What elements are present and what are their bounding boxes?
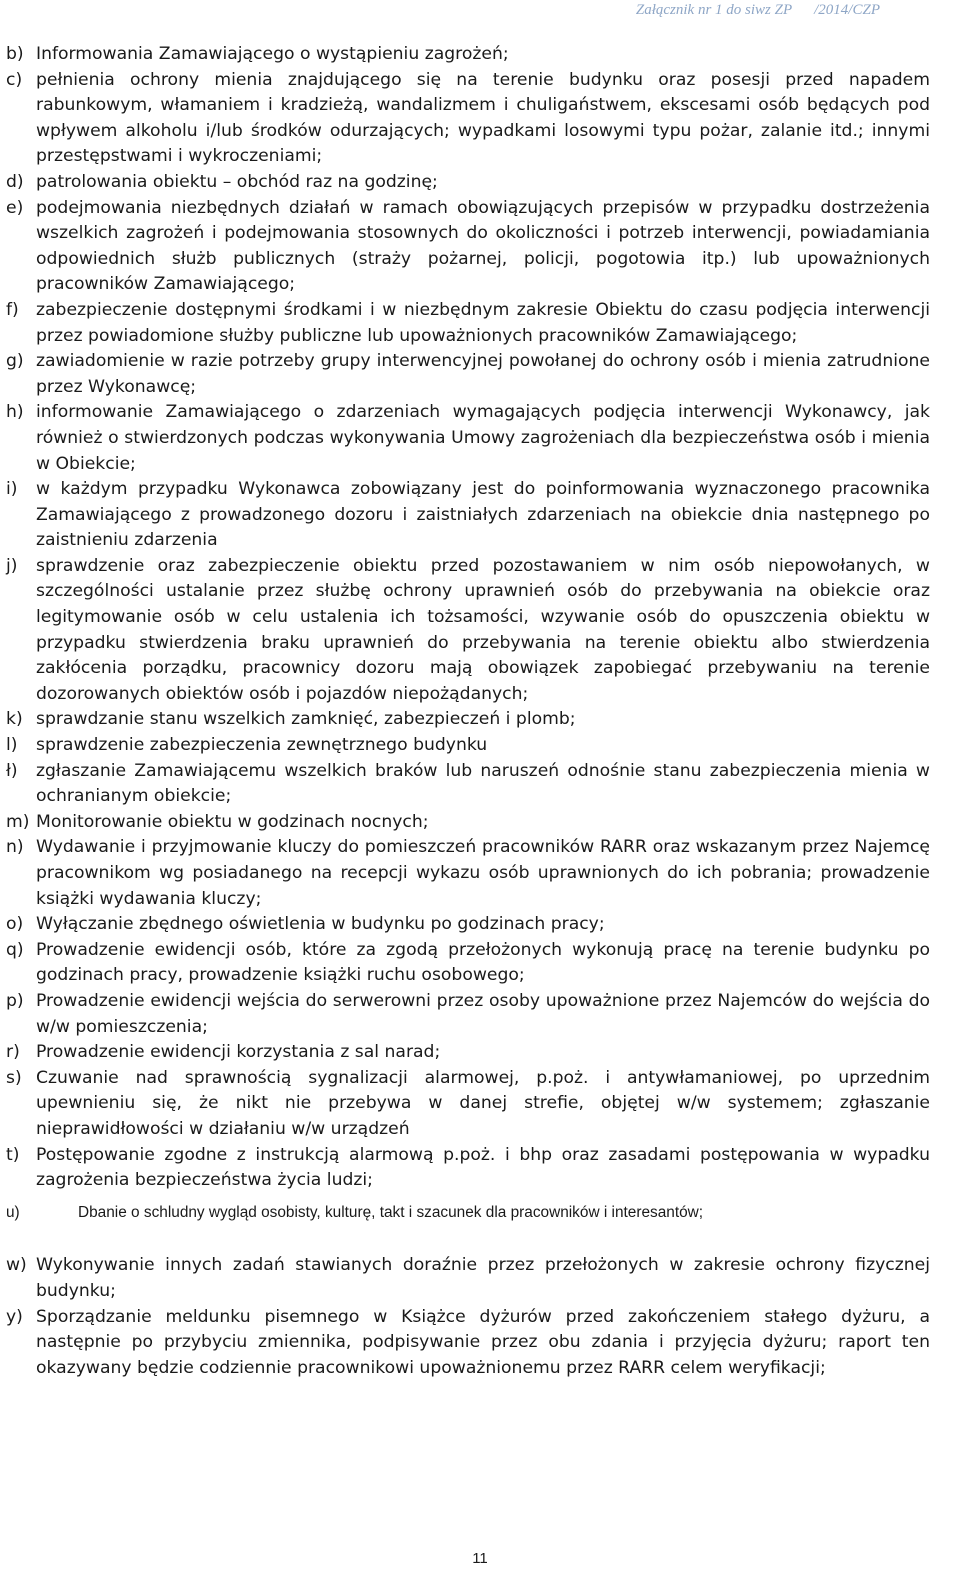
list-item-text: informowanie Zamawiającego o zdarzeniach wymagających podjęcia interwencji Wykonawcy, jak również o stwierdzonych podczas wykonywania Umowy zagrożeniach dla bezpieczeństwa osób i mienia w Obiekcie; bbox=[36, 402, 930, 474]
list-item-text: zawiadomienie w razie potrzeby grupy interwencyjnej powołanej do ochrony osób i mienia zatrudnione przez Wykonawcę; bbox=[36, 351, 930, 397]
list-item-label: j) bbox=[6, 555, 18, 576]
list-item-label: i) bbox=[6, 479, 18, 500]
list-item-text: Wykonywanie innych zadań stawianych doraźnie przez przełożonych w zakresie ochrony fizycznej budynku; bbox=[36, 1255, 930, 1301]
list-item-label: o) bbox=[6, 914, 24, 935]
list-item-text: sprawdzanie stanu wszelkich zamknięć, zabezpieczeń i plomb; bbox=[36, 709, 576, 730]
list-item-text: Prowadzenie ewidencji korzystania z sal narad; bbox=[36, 1042, 441, 1063]
attachment-title: Załącznik nr 1 do siwz ZP bbox=[635, 2, 793, 18]
list-item-text: podejmowania niezbędnych działań w ramach obowiązujących przepisów w przypadku dostrzeżenia wszelkich zagrożeń i podejmowania stosownych do okoliczności i potrzeb interwencji, powiadamiania odpowiednich służb publicznych (straży pożarnej, policji, pogotowia itp.) lub upoważnionych pracowników Zamawiającego; bbox=[36, 197, 930, 295]
list-item bbox=[6, 1253, 930, 1304]
list-item-text: sprawdzenie oraz zabezpieczenie obiektu przed pozostawaniem w nim osób niepowołanych, w szczególności ustalanie przez służbę ochrony uprawnień osób do przebywania na obiekcie oraz legitymowanie osób w celu ustalenia ich tożsamości, wzywanie osób do opuszczenia obiektu w przypadku stwierdzenia braku uprawnień do przebywania na terenie obiektu albo stwierdzenia zakłócenia porządku, pracownicy dozoru mają obowiązek zapobiegać przebywaniu na terenie dozorowanych obiektów osób i pojazdów niepożądanych; bbox=[36, 555, 930, 704]
list-item-label: g) bbox=[6, 351, 24, 372]
list-item-text: Monitorowanie obiektu w godzinach nocnych; bbox=[36, 811, 429, 832]
list-item-label: t) bbox=[6, 1144, 20, 1165]
list-item-label: l) bbox=[6, 735, 18, 756]
list-item-label: ł) bbox=[6, 760, 18, 781]
list-item-label: w) bbox=[6, 1255, 27, 1276]
list-item bbox=[6, 68, 930, 170]
list-item-text: Prowadzenie ewidencji osób, które za zgodą przełożonych wykonują pracę na terenie budynku po godzinach pracy, prowadzenie książki ruchu osobowego; bbox=[36, 939, 930, 986]
list-item-label: k) bbox=[6, 709, 23, 730]
list-item-text: sprawdzenie zabezpieczenia zewnętrznego budynku bbox=[36, 735, 488, 756]
list-item-label: m) bbox=[6, 811, 30, 832]
list-item-text: pełnienia ochrony mienia znajdującego się na terenie budynku oraz posesji przed napadem rabunkowym, włamaniem i kradzieżą, wandalizmem i chuligaństwem, ekscesami osób będących pod wpływem alkoholu i/lub środków odurzających; wypadkami losowymi typu pożar, zalanie itd.; innymi przestępstwami i wykroczeniami; bbox=[36, 69, 930, 167]
document-body bbox=[6, 42, 930, 1381]
list-item bbox=[6, 1143, 930, 1194]
list-item-text: Sporządzanie meldunku pisemnego w Książce dyżurów przed zakończeniem stałego dyżuru, a następnie po przybyciu zmiennika, podpisywanie przez obu zdania i przyjęcia dyżuru; raport ten okazywany będzie codziennie pracownikowi upoważnionemu przez RARR celem weryfikacji; bbox=[36, 1306, 930, 1378]
list-item bbox=[6, 349, 930, 400]
list-item-label: d) bbox=[6, 171, 24, 192]
list-item-label: h) bbox=[6, 402, 24, 423]
list-item-text: zabezpieczenie dostępnymi środkami i w niezbędnym zakresie Obiektu do czasu podjęcia interwencji przez powiadomione służby publiczne lub upoważnionych pracowników Zamawiającego; bbox=[36, 299, 930, 346]
list-item bbox=[6, 42, 930, 68]
list-item bbox=[6, 170, 930, 196]
list-item bbox=[6, 477, 930, 554]
list-item-text: Informowania Zamawiającego o wystąpieniu zagrożeń; bbox=[36, 44, 509, 64]
list-item bbox=[6, 1066, 930, 1143]
list-item-label: n) bbox=[6, 837, 24, 858]
list-item-text: Czuwanie nad sprawnością sygnalizacji alarmowej, p.poż. i antywłamaniowej, po uprzednim upewnieniu się, że nikt nie przebywa w danej strefie, objętej w/w systemem; zgłaszanie nieprawidłowości w działaniu w/w urządzeń bbox=[36, 1067, 930, 1139]
list-item bbox=[6, 707, 930, 733]
list-item-label: u) bbox=[6, 1203, 20, 1221]
list-item bbox=[6, 1200, 930, 1226]
list-item-label: p) bbox=[6, 990, 24, 1011]
list-item-text: Dbanie o schludny wygląd osobisty, kulturę, takt i szacunek dla pracowników i interesantów; bbox=[78, 1203, 704, 1221]
list-item bbox=[6, 759, 930, 810]
list-item-label: s) bbox=[6, 1067, 22, 1088]
list-item-label: b) bbox=[6, 44, 24, 64]
list-item bbox=[6, 938, 930, 989]
list-item-label: q) bbox=[6, 939, 24, 960]
list-item-text: zgłaszanie Zamawiającemu wszelkich braków lub naruszeń odnośnie stanu zabezpieczenia mienia w ochranianym obiekcie; bbox=[36, 760, 930, 807]
list-item-text: Postępowanie zgodne z instrukcją alarmową p.poż. i bhp oraz zasadami postępowania w wypadku zagrożenia bezpieczeństwa życia ludzi; bbox=[36, 1144, 930, 1191]
list-item-label: y) bbox=[6, 1306, 23, 1327]
list-item bbox=[6, 196, 930, 298]
list-item bbox=[6, 835, 930, 912]
list-item-label: f) bbox=[6, 299, 19, 320]
list-item bbox=[6, 912, 930, 938]
list-item bbox=[6, 298, 930, 349]
list-item bbox=[6, 1040, 930, 1066]
list-item-label: r) bbox=[6, 1042, 20, 1063]
list-item-label: c) bbox=[6, 69, 23, 90]
list-item bbox=[6, 1305, 930, 1382]
list-item-text: Prowadzenie ewidencji wejścia do serwerowni przez osoby upoważnione przez Najemców do wejścia do w/w pomieszczenia; bbox=[36, 990, 930, 1037]
list-item-label: e) bbox=[6, 197, 24, 218]
list-item bbox=[6, 554, 930, 708]
list-item bbox=[6, 400, 930, 477]
list-item-text: Wyłączanie zbędnego oświetlenia w budynku po godzinach pracy; bbox=[36, 914, 605, 935]
page-number: 11 bbox=[472, 1550, 488, 1567]
attachment-reference: /2014/CZP bbox=[814, 2, 880, 18]
list-item-text: Wydawanie i przyjmowanie kluczy do pomieszczeń pracowników RARR oraz wskazanym przez Najemcę pracownikom wg posiadanego na recepcji wykazu osób uprawnionych do ich pobrania; prowadzenie książki wydawania kluczy; bbox=[36, 837, 930, 909]
list-item bbox=[6, 733, 930, 759]
list-item bbox=[6, 810, 930, 836]
list-item-text: patrolowania obiektu – obchód raz na godzinę; bbox=[36, 171, 438, 192]
list-item bbox=[6, 989, 930, 1040]
attachment-header bbox=[636, 2, 880, 19]
list-item-text: w każdym przypadku Wykonawca zobowiązany jest do poinformowania wyznaczonego pracownika Zamawiającego z prowadzonego dozoru i zaistniałych zdarzeniach na obiekcie dnia następnego po zaistnieniu zdarzenia bbox=[36, 479, 930, 551]
